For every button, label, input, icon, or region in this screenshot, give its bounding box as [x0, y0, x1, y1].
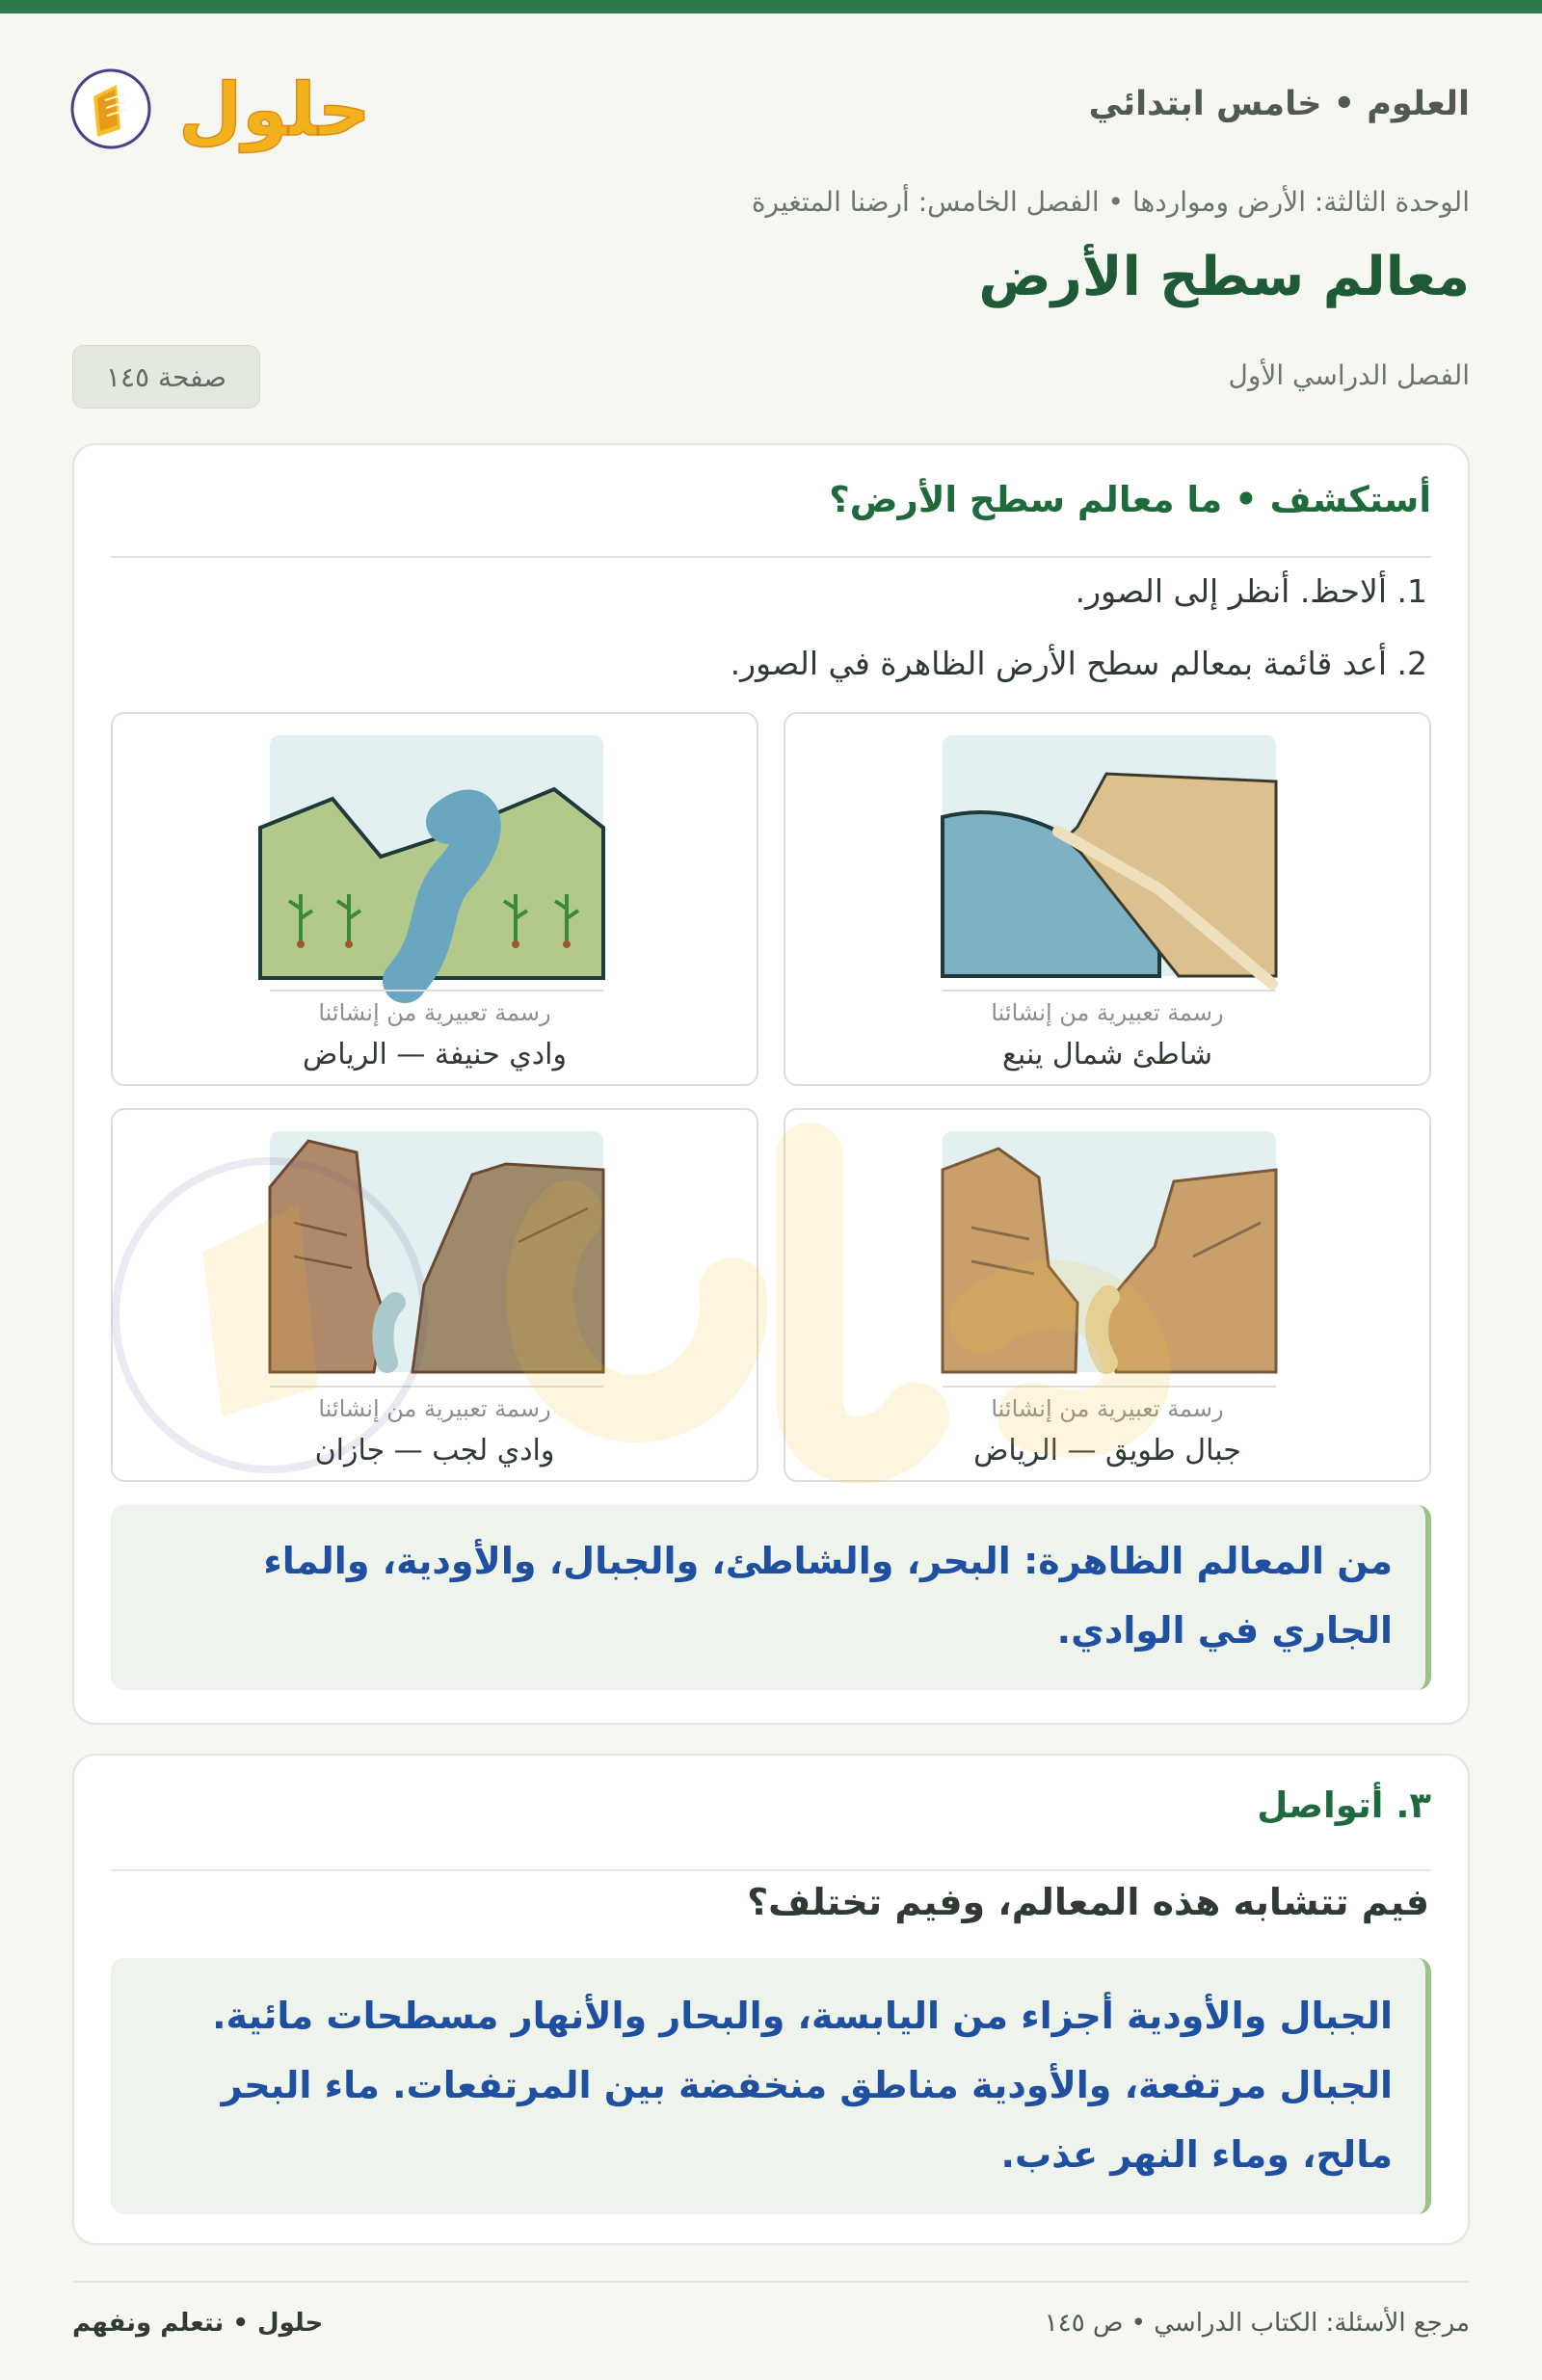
mountains-illustration-icon — [933, 1131, 1286, 1384]
explore-card — [72, 443, 1470, 1725]
step-list: 2. أعد قائمة بمعالم سطح الأرض الظاهرة في الصور. — [730, 645, 1427, 682]
figure-caption: جبال طويق — الرياض — [973, 1434, 1241, 1468]
figure-divider — [943, 1386, 1276, 1388]
figure-note: رسمة تعبيرية من إنشائنا — [991, 1395, 1224, 1422]
communicate-answer: الجبال والأودية أجزاء من اليابسة، والبحار والأنهار مسطحات مائية. الجبال مرتفعة، والأودية مناطق منخفضة بين المرتفعات. ماء البحر مالح، وماء النهر عذب. — [111, 1958, 1431, 2214]
term-label: الفصل الدراسي الأول — [1228, 359, 1470, 391]
communicate-question: فيم تتشابه هذه المعالم، وفيم تختلف؟ — [747, 1881, 1429, 1923]
page-title: معالم سطح الأرض — [978, 246, 1470, 308]
explore-answer: من المعالم الظاهرة: البحر، والشاطئ، والجبال، والأودية، والماء الجاري في الوادي. — [111, 1505, 1431, 1690]
figure-tuwaiq — [784, 1108, 1431, 1482]
breadcrumb: الوحدة الثالثة: الأرض ومواردها • الفصل الخامس: أرضنا المتغيرة — [751, 186, 1470, 218]
figure-valley-hanifa — [111, 712, 758, 1086]
canyon-illustration-icon — [260, 1131, 613, 1384]
logo-icon — [72, 58, 371, 154]
figure-note: رسمة تعبيرية من إنشائنا — [318, 999, 551, 1026]
page-number-badge: صفحة ١٤٥ — [72, 345, 260, 409]
valley-river-illustration-icon — [260, 735, 613, 988]
footer-divider — [72, 2281, 1470, 2283]
figure-coast — [784, 712, 1431, 1086]
footer-brand: حلول • نتعلم ونفهم — [72, 2309, 324, 2338]
header — [72, 58, 1470, 154]
figure-note: رسمة تعبيرية من إنشائنا — [991, 999, 1224, 1026]
figure-caption: وادي حنيفة — الرياض — [303, 1038, 567, 1071]
communicate-card — [72, 1754, 1470, 2245]
logo-text: حلول — [178, 66, 371, 152]
figure-caption: شاطئ شمال ينبع — [1001, 1038, 1213, 1071]
footer-reference: مرجع الأسئلة: الكتاب الدراسي • ص ١٤٥ — [1044, 2309, 1470, 2338]
subject-label: العلوم • خامس ابتدائي — [1088, 85, 1470, 123]
explore-heading: أستكشف • ما معالم سطح الأرض؟ — [111, 479, 1431, 558]
communicate-heading: ٣. أتواصل — [111, 1785, 1431, 1871]
figure-divider — [943, 990, 1276, 992]
figure-divider — [270, 1386, 603, 1388]
top-accent-bar — [0, 0, 1542, 13]
figure-note: رسمة تعبيرية من إنشائنا — [318, 1395, 551, 1422]
coast-illustration-icon — [933, 735, 1286, 988]
step-observe: 1. ألاحظ. أنظر إلى الصور. — [1075, 572, 1427, 610]
hulul-logo[interactable] — [72, 58, 371, 154]
figure-lajab — [111, 1108, 758, 1482]
figure-divider — [270, 990, 603, 992]
figure-caption: وادي لجب — جازان — [314, 1434, 555, 1468]
